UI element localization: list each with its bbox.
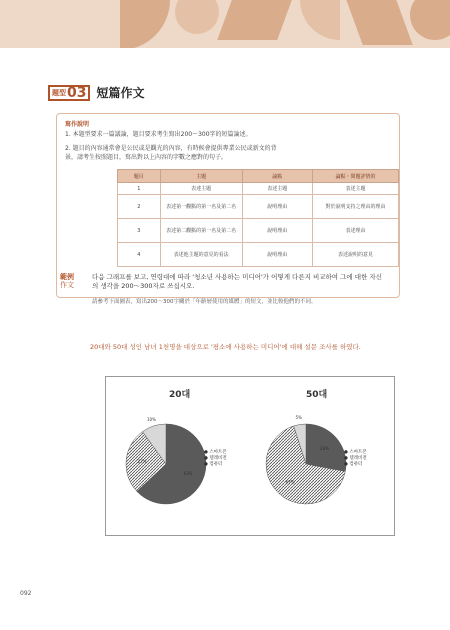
table-header: 論點 [242, 170, 312, 183]
pie20-slice-label-2: 10% [147, 416, 156, 422]
notice-box [56, 113, 400, 298]
notice-line-1: 1. 本題型要求一篇議論，題目要求考生寫出200～300字的短篇論述。 [65, 131, 252, 138]
notice-line-2: 2. 題目的內容通常會是公民或是觀光的內容，有時候會提供專業公民或新文的背 [65, 145, 277, 152]
table-row [118, 195, 399, 219]
table-cell: 表述第一觀點的第一名及第二名 [160, 195, 242, 219]
legend-item: ● 컴퓨터 [204, 462, 223, 467]
table-cell: 對於說明支持之理由的理由 [312, 195, 398, 219]
table-cell: 表述說明的意見 [312, 243, 398, 267]
pie-chart-20s [111, 402, 251, 532]
prompt-text: 다음 그래프를 보고, 연령대에 따라 '청소년 사용하는 미디어'가 어떻게 다른지 비교하여 그에 대한 자신의 생각을 200～300자로 쓰십시오. [92, 273, 382, 290]
legend-item: ● 텔레비전 [344, 456, 367, 461]
legend-item: ● 컴퓨터 [344, 462, 363, 467]
table-cell: 表述主題 [312, 183, 398, 195]
pie50-slice-label-0: 28% [320, 446, 329, 452]
table-row [118, 243, 399, 267]
table-header: 論點・問題詳情的 [312, 170, 398, 183]
table-header: 主題 [160, 170, 242, 183]
pie50-slice-label-1: 67% [285, 479, 295, 485]
table-cell: 1 [118, 183, 161, 195]
table-header: 題目 [118, 170, 161, 183]
table-cell: 說明理由 [242, 195, 312, 219]
legend-50s [344, 449, 367, 467]
table-cell: 2 [118, 195, 161, 219]
table-cell: 表達主題 [160, 183, 242, 195]
table-cell: 3 [118, 219, 161, 243]
prompt-label-bottom: 作文 [60, 281, 74, 289]
table-cell: 4 [118, 243, 161, 267]
table-cell: 表述第二觀點的第一名及第二名 [160, 219, 242, 243]
section-heading [48, 84, 145, 101]
table-cell: 表述理由 [312, 219, 398, 243]
notice-label: 寫作說明 [65, 121, 90, 128]
table-cell: 說明理由 [242, 243, 312, 267]
pie20-slice-label-0: 63% [183, 471, 193, 477]
page [0, 48, 450, 630]
pie20-slice-label-1: 27% [137, 459, 147, 465]
chart-box [105, 376, 395, 536]
prompt-chinese: 請參考下面圖表，寫出200～300字關於「年齡層使用的媒體」的短文，並比較他們的不同。 [92, 299, 317, 305]
table-cell: 表述他主題的意見的看法 [160, 243, 242, 267]
prompt-label-top: 範例 [60, 273, 74, 281]
prompt-label [60, 273, 74, 289]
section-title: 短篇作文 [96, 86, 145, 100]
table-cell: 說明理由 [242, 219, 312, 243]
notice-line-3: 景，請考生按照題目，寫出對以上內容的字數之應對的句子。 [65, 154, 228, 161]
pie50-slice-label-2: 5% [295, 415, 302, 421]
survey-caption: 20대와 50대 성인 남녀 1천명을 대상으로 '평소에 사용하는 미디어'에 대해 설문 조사를 하였다. [90, 343, 361, 351]
legend-item: ● 스마트폰 [204, 450, 227, 455]
table-row [118, 183, 399, 195]
page-number: 092 [20, 590, 32, 597]
legend-item: ● 텔레비전 [204, 456, 227, 461]
topic-table [117, 169, 399, 267]
table-header-row [118, 170, 399, 183]
pie-chart-50s [251, 402, 391, 532]
header-banner [0, 0, 450, 48]
legend-20s [204, 449, 227, 467]
legend-item: ● 스마트폰 [344, 450, 367, 455]
badge-number: 03 [67, 84, 87, 101]
table-row [118, 219, 399, 243]
table-cell: 表述主題 [242, 183, 312, 195]
badge-text: 題型 [52, 88, 66, 97]
chart-title-50s: 50대 [306, 390, 328, 400]
chart-title-20s: 20대 [169, 390, 191, 400]
section-badge [48, 85, 90, 101]
